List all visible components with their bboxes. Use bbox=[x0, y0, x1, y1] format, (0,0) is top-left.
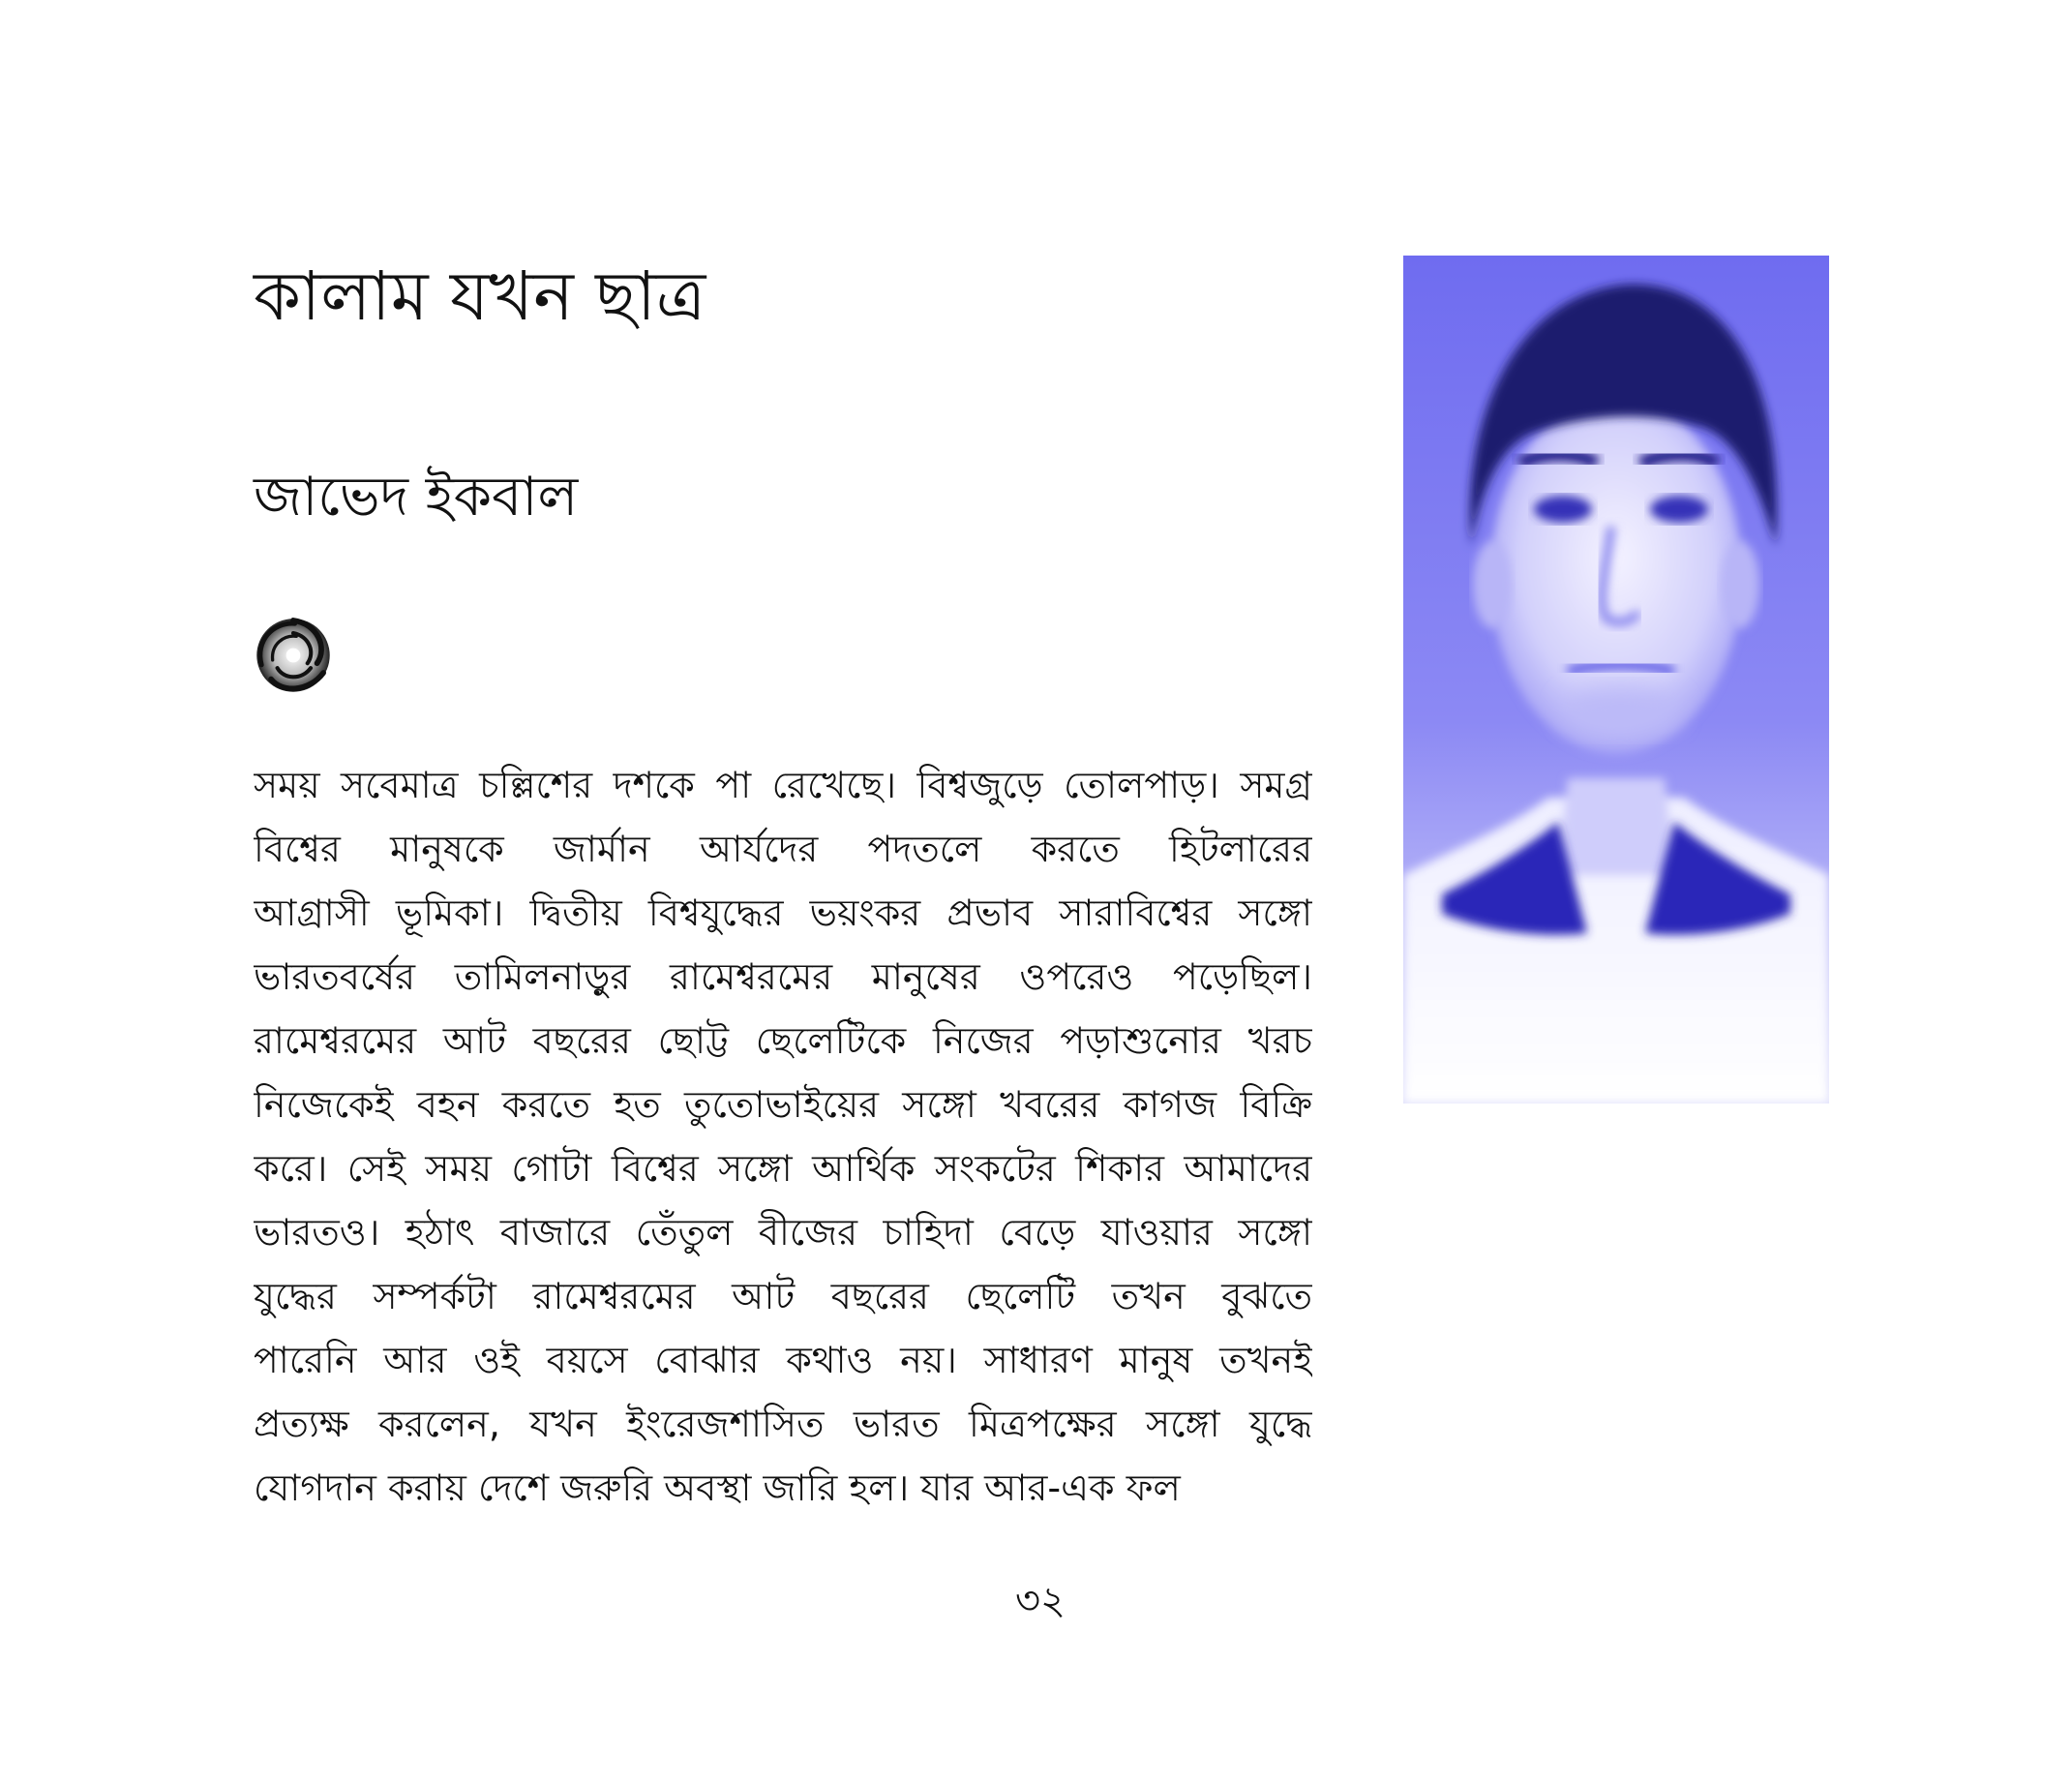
body-line: রামেশ্বরমের আট বছরের ছোট্ট ছেলেটিকে নিজের পড়াশুনোর খরচ bbox=[254, 1019, 1312, 1062]
page-number: ৩২ bbox=[1014, 1579, 1066, 1623]
body-line: বিশ্বের মানুষকে জার্মান আর্যদের পদতলে করতে হিটলারের bbox=[254, 828, 1312, 870]
body-line: যোগদান করায় দেশে জরুরি অবস্থা জারি হল। যার আর-এক ফল bbox=[254, 1467, 1181, 1509]
author-name: জাভেদ ইকবাল bbox=[254, 466, 579, 529]
body-line: প্রত্যক্ষ করলেন, যখন ইংরেজশাসিত ভারত মিত্রপক্ষের সঙ্গো যুদ্ধে bbox=[254, 1403, 1312, 1445]
swirl-ornament-icon bbox=[254, 616, 333, 695]
body-line: নিজেকেই বহন করতে হত তুতোভাইয়ের সঙ্গো খবরের কাগজ বিক্রি bbox=[254, 1083, 1312, 1126]
body-line: সময় সবেমাত্র চল্লিশের দশকে পা রেখেছে। বিশ্বজুড়ে তোলপাড়। সমগ্র bbox=[254, 764, 1312, 806]
body-line: পারেনি আর ওই বয়সে বোঝার কথাও নয়। সাধারণ মানুষ তখনই bbox=[254, 1339, 1312, 1381]
body-line: যুদ্ধের সম্পর্কটা রামেশ্বরমের আট বছরের ছেলেটি তখন বুঝতে bbox=[254, 1275, 1312, 1317]
body-line: ভারতও। হঠাৎ বাজারে তেঁতুল বীজের চাহিদা বেড়ে যাওয়ার সঙ্গো bbox=[254, 1211, 1312, 1254]
portrait-photo bbox=[1403, 256, 1829, 1104]
body-line: আগ্রাসী ভূমিকা। দ্বিতীয় বিশ্বযুদ্ধের ভয়ংকর প্রভাব সারাবিশ্বের সঙ্গো bbox=[254, 892, 1312, 934]
article-title: কালাম যখন ছাত্র bbox=[254, 257, 706, 336]
body-line: করে। সেই সময় গোটা বিশ্বের সঙ্গো আর্থিক সংকটের শিকার আমাদের bbox=[254, 1147, 1312, 1190]
body-line: ভারতবর্ষের তামিলনাড়ুর রামেশ্বরমের মানুষের ওপরেও পড়েছিল। bbox=[254, 955, 1312, 998]
article-body bbox=[254, 753, 1312, 1520]
